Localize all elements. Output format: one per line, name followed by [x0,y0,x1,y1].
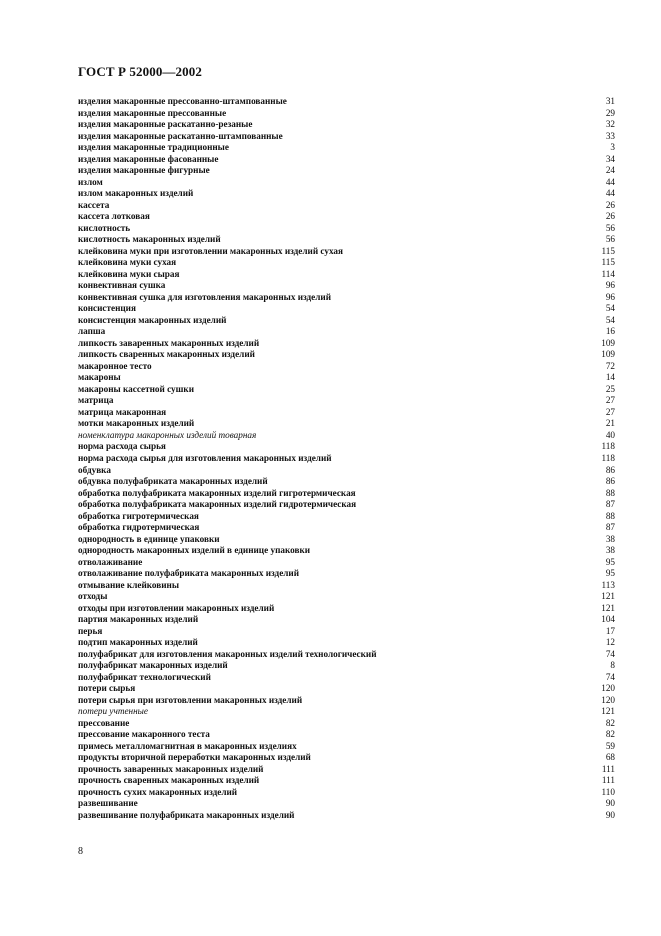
index-entry [78,603,615,615]
index-term: прочность сваренных макаронных изделий [78,775,260,786]
index-entry [78,246,615,258]
index-page-ref: 74 [605,671,615,682]
index-entry [78,568,615,580]
index-term: кислотность [78,222,131,233]
index-entry [78,718,615,730]
index-page-ref: 88 [605,510,615,521]
index-term: полуфабрикат макаронных изделий [78,660,228,671]
index-entry [78,177,615,189]
index-entry [78,223,615,235]
index-page-ref: 82 [605,717,615,728]
index-page-ref: 26 [605,211,615,222]
index-term: липкость сваренных макаронных изделий [78,349,255,360]
index-entry [78,649,615,661]
index-page-ref: 88 [605,487,615,498]
index-entry [78,292,615,304]
index-entry [78,626,615,638]
index-entry [78,810,615,822]
index-page-ref: 115 [601,245,615,256]
index-page-ref: 26 [605,199,615,210]
index-term: отволаживание [78,556,143,567]
index-term: обработка полуфабриката макаронных изделий гидротермическая [78,499,357,510]
index-entry [78,511,615,523]
index-entry [78,395,615,407]
index-term: обдувка полуфабриката макаронных изделий [78,476,268,487]
index-page-ref: 14 [605,372,615,383]
index-term: обработка гигротермическая [78,510,199,521]
index-entry [78,465,615,477]
index-entry [78,349,615,361]
index-page-ref: 121 [601,602,615,613]
index-term: излом [78,176,103,187]
index-page-ref: 25 [605,383,615,394]
index-entry [78,280,615,292]
index-entry [78,108,615,120]
index-term: перья [78,625,103,636]
index-entry [78,269,615,281]
index-page-ref: 115 [601,257,615,268]
index-entry [78,614,615,626]
index-page-ref: 82 [605,729,615,740]
index-entry [78,660,615,672]
index-entry [78,637,615,649]
index-page-ref: 38 [605,545,615,556]
index-term: примесь металломагнитная в макаронных изделиях [78,740,297,751]
index-term: отходы [78,591,108,602]
index-term: матрица макаронная [78,406,167,417]
index-entry [78,430,615,442]
index-page-ref: 17 [605,625,615,636]
index-page-ref: 31 [605,96,615,106]
index-term: лапша [78,326,106,337]
index-entry [78,488,615,500]
index-page-ref: 110 [601,786,615,797]
index-term: прессование макаронного теста [78,729,210,740]
index-page-ref: 24 [605,165,615,176]
index-page-ref: 121 [601,706,615,717]
index-entry [78,591,615,603]
index-entry [78,741,615,753]
index-page-ref: 96 [605,280,615,291]
index-page-ref: 3 [610,142,615,153]
index-entry [78,729,615,741]
index-entry [78,361,615,373]
index-page-ref: 114 [601,268,615,279]
index-term: консистенция [78,303,136,314]
page-number: 8 [78,846,83,857]
index-page-ref: 118 [601,452,615,463]
index-term: кассета лотковая [78,211,150,222]
index-entry [78,453,615,465]
index-term: отмывание клейковины [78,579,180,590]
index-entry [78,131,615,143]
index-entry [78,372,615,384]
index-entry [78,706,615,718]
index-page-ref: 56 [605,222,615,233]
index-page-ref: 120 [601,694,615,705]
index-term: потери сырья [78,683,136,694]
index-entry [78,234,615,246]
index-term: изделия макаронные фасованные [78,153,219,164]
index-term: макароны [78,372,121,383]
index-term: изделия макаронные фигурные [78,165,210,176]
index-entry [78,683,615,695]
index-entry [78,476,615,488]
index-term: продукты вторичной переработки макаронных изделий [78,752,311,763]
index-entry [78,119,615,131]
index-term: обработка полуфабриката макаронных изделий гигротермическая [78,487,356,498]
index-term: прочность заваренных макаронных изделий [78,763,264,774]
index-term: развешивание полуфабриката макаронных изделий [78,809,295,820]
index-term: отволаживание полуфабриката макаронных изделий [78,568,300,579]
index-page-ref: 87 [605,499,615,510]
index-term: матрица [78,395,114,406]
index-term: клейковина муки сухая [78,257,177,268]
index-entry [78,303,615,315]
index-page-ref: 59 [605,740,615,751]
index-entry [78,407,615,419]
index-term: развешивание [78,798,138,809]
index-entry [78,418,615,430]
index-term: партия макаронных изделий [78,614,199,625]
index-entry [78,764,615,776]
index-page-ref: 95 [605,568,615,579]
index-term: консистенция макаронных изделий [78,314,227,325]
index-page-ref: 16 [605,326,615,337]
index-page-ref: 113 [601,579,615,590]
index-term: липкость заваренных макаронных изделий [78,337,260,348]
index-entry [78,672,615,684]
index-page-ref: 90 [605,809,615,820]
index-page-ref: 111 [601,775,615,786]
index-entry [78,441,615,453]
index-term: полуфабрикат технологический [78,671,211,682]
document-header: ГОСТ Р 52000—2002 [78,64,202,79]
index-entry [78,752,615,764]
index-page-ref: 33 [605,130,615,141]
index-page-ref: 8 [610,660,615,671]
index-page-ref: 90 [605,798,615,809]
index-page-ref: 120 [601,683,615,694]
index-page-ref: 32 [605,119,615,130]
index-page-ref: 104 [601,614,615,625]
index-term: потери сырья при изготовлении макаронных изделий [78,694,303,705]
index-term: отходы при изготовлении макаронных изделий [78,602,275,613]
index-entry [78,154,615,166]
index-term: макароны кассетной сушки [78,383,194,394]
index-entry [78,522,615,534]
index-page-ref: 56 [605,234,615,245]
index-entry [78,384,615,396]
index-term: однородность макаронных изделий в единице упаковки [78,545,311,556]
index-term: макаронное тесто [78,360,152,371]
index-entry [78,338,615,350]
index-term: излом макаронных изделий [78,188,194,199]
index-term: прессование [78,717,130,728]
index-entry [78,499,615,511]
index-page-ref: 40 [605,429,615,440]
index-term: номенклатура макаронных изделий товарная [78,429,257,440]
index-page-ref: 109 [601,349,615,360]
index-entry [78,315,615,327]
index-term: кислотность макаронных изделий [78,234,221,245]
index-page-ref: 54 [605,314,615,325]
index-page-ref: 38 [605,533,615,544]
index-page-ref: 96 [605,291,615,302]
index-term: изделия макаронные традиционные [78,142,229,153]
index-entry [78,165,615,177]
index-entry [78,257,615,269]
index-page-ref: 109 [601,337,615,348]
index-page-ref: 68 [605,752,615,763]
index-term: потери учтенные [78,706,148,717]
index-term: кассета [78,199,110,210]
index-entry [78,798,615,810]
index-page-ref: 54 [605,303,615,314]
index-term: норма расхода сырья [78,441,166,452]
index-entry [78,96,615,108]
index-term: однородность в единице упаковки [78,533,220,544]
alphabetical-index [78,96,615,821]
index-page-ref: 95 [605,556,615,567]
index-term: изделия макаронные прессованно-штампованные [78,96,287,106]
index-term: клейковина муки при изготовлении макаронных изделий сухая [78,245,343,256]
index-page-ref: 29 [605,107,615,118]
index-entry [78,787,615,799]
index-page-ref: 121 [601,591,615,602]
index-page-ref: 27 [605,395,615,406]
index-entry [78,326,615,338]
index-term: изделия макаронные раскатанно-резаные [78,119,253,130]
index-page-ref: 118 [601,441,615,452]
index-page-ref: 44 [605,176,615,187]
index-page-ref: 74 [605,648,615,659]
index-term: обработка гидротермическая [78,522,200,533]
index-term: конвективная сушка [78,280,166,291]
index-page-ref: 44 [605,188,615,199]
index-entry [78,775,615,787]
index-entry [78,580,615,592]
index-page-ref: 12 [605,637,615,648]
index-term: норма расхода сырья для изготовления макаронных изделий [78,452,332,463]
index-entry [78,188,615,200]
index-entry [78,142,615,154]
index-page-ref: 72 [605,360,615,371]
index-term: клейковина муки сырая [78,268,180,279]
index-entry [78,534,615,546]
index-page-ref: 87 [605,522,615,533]
index-term: обдувка [78,464,111,475]
index-entry [78,211,615,223]
index-entry [78,557,615,569]
index-page-ref: 34 [605,153,615,164]
index-entry [78,200,615,212]
index-term: полуфабрикат для изготовления макаронных изделий технологический [78,648,377,659]
index-page-ref: 86 [605,464,615,475]
index-page-ref: 21 [605,418,615,429]
index-term: мотки макаронных изделий [78,418,195,429]
index-term: изделия макаронные прессованные [78,107,227,118]
index-page-ref: 27 [605,406,615,417]
index-page-ref: 111 [601,763,615,774]
index-term: конвективная сушка для изготовления макаронных изделий [78,291,331,302]
index-term: подтип макаронных изделий [78,637,198,648]
index-term: изделия макаронные раскатанно-штампованные [78,130,283,141]
index-term: прочность сухих макаронных изделий [78,786,238,797]
index-entry [78,545,615,557]
index-entry [78,695,615,707]
index-page-ref: 86 [605,476,615,487]
